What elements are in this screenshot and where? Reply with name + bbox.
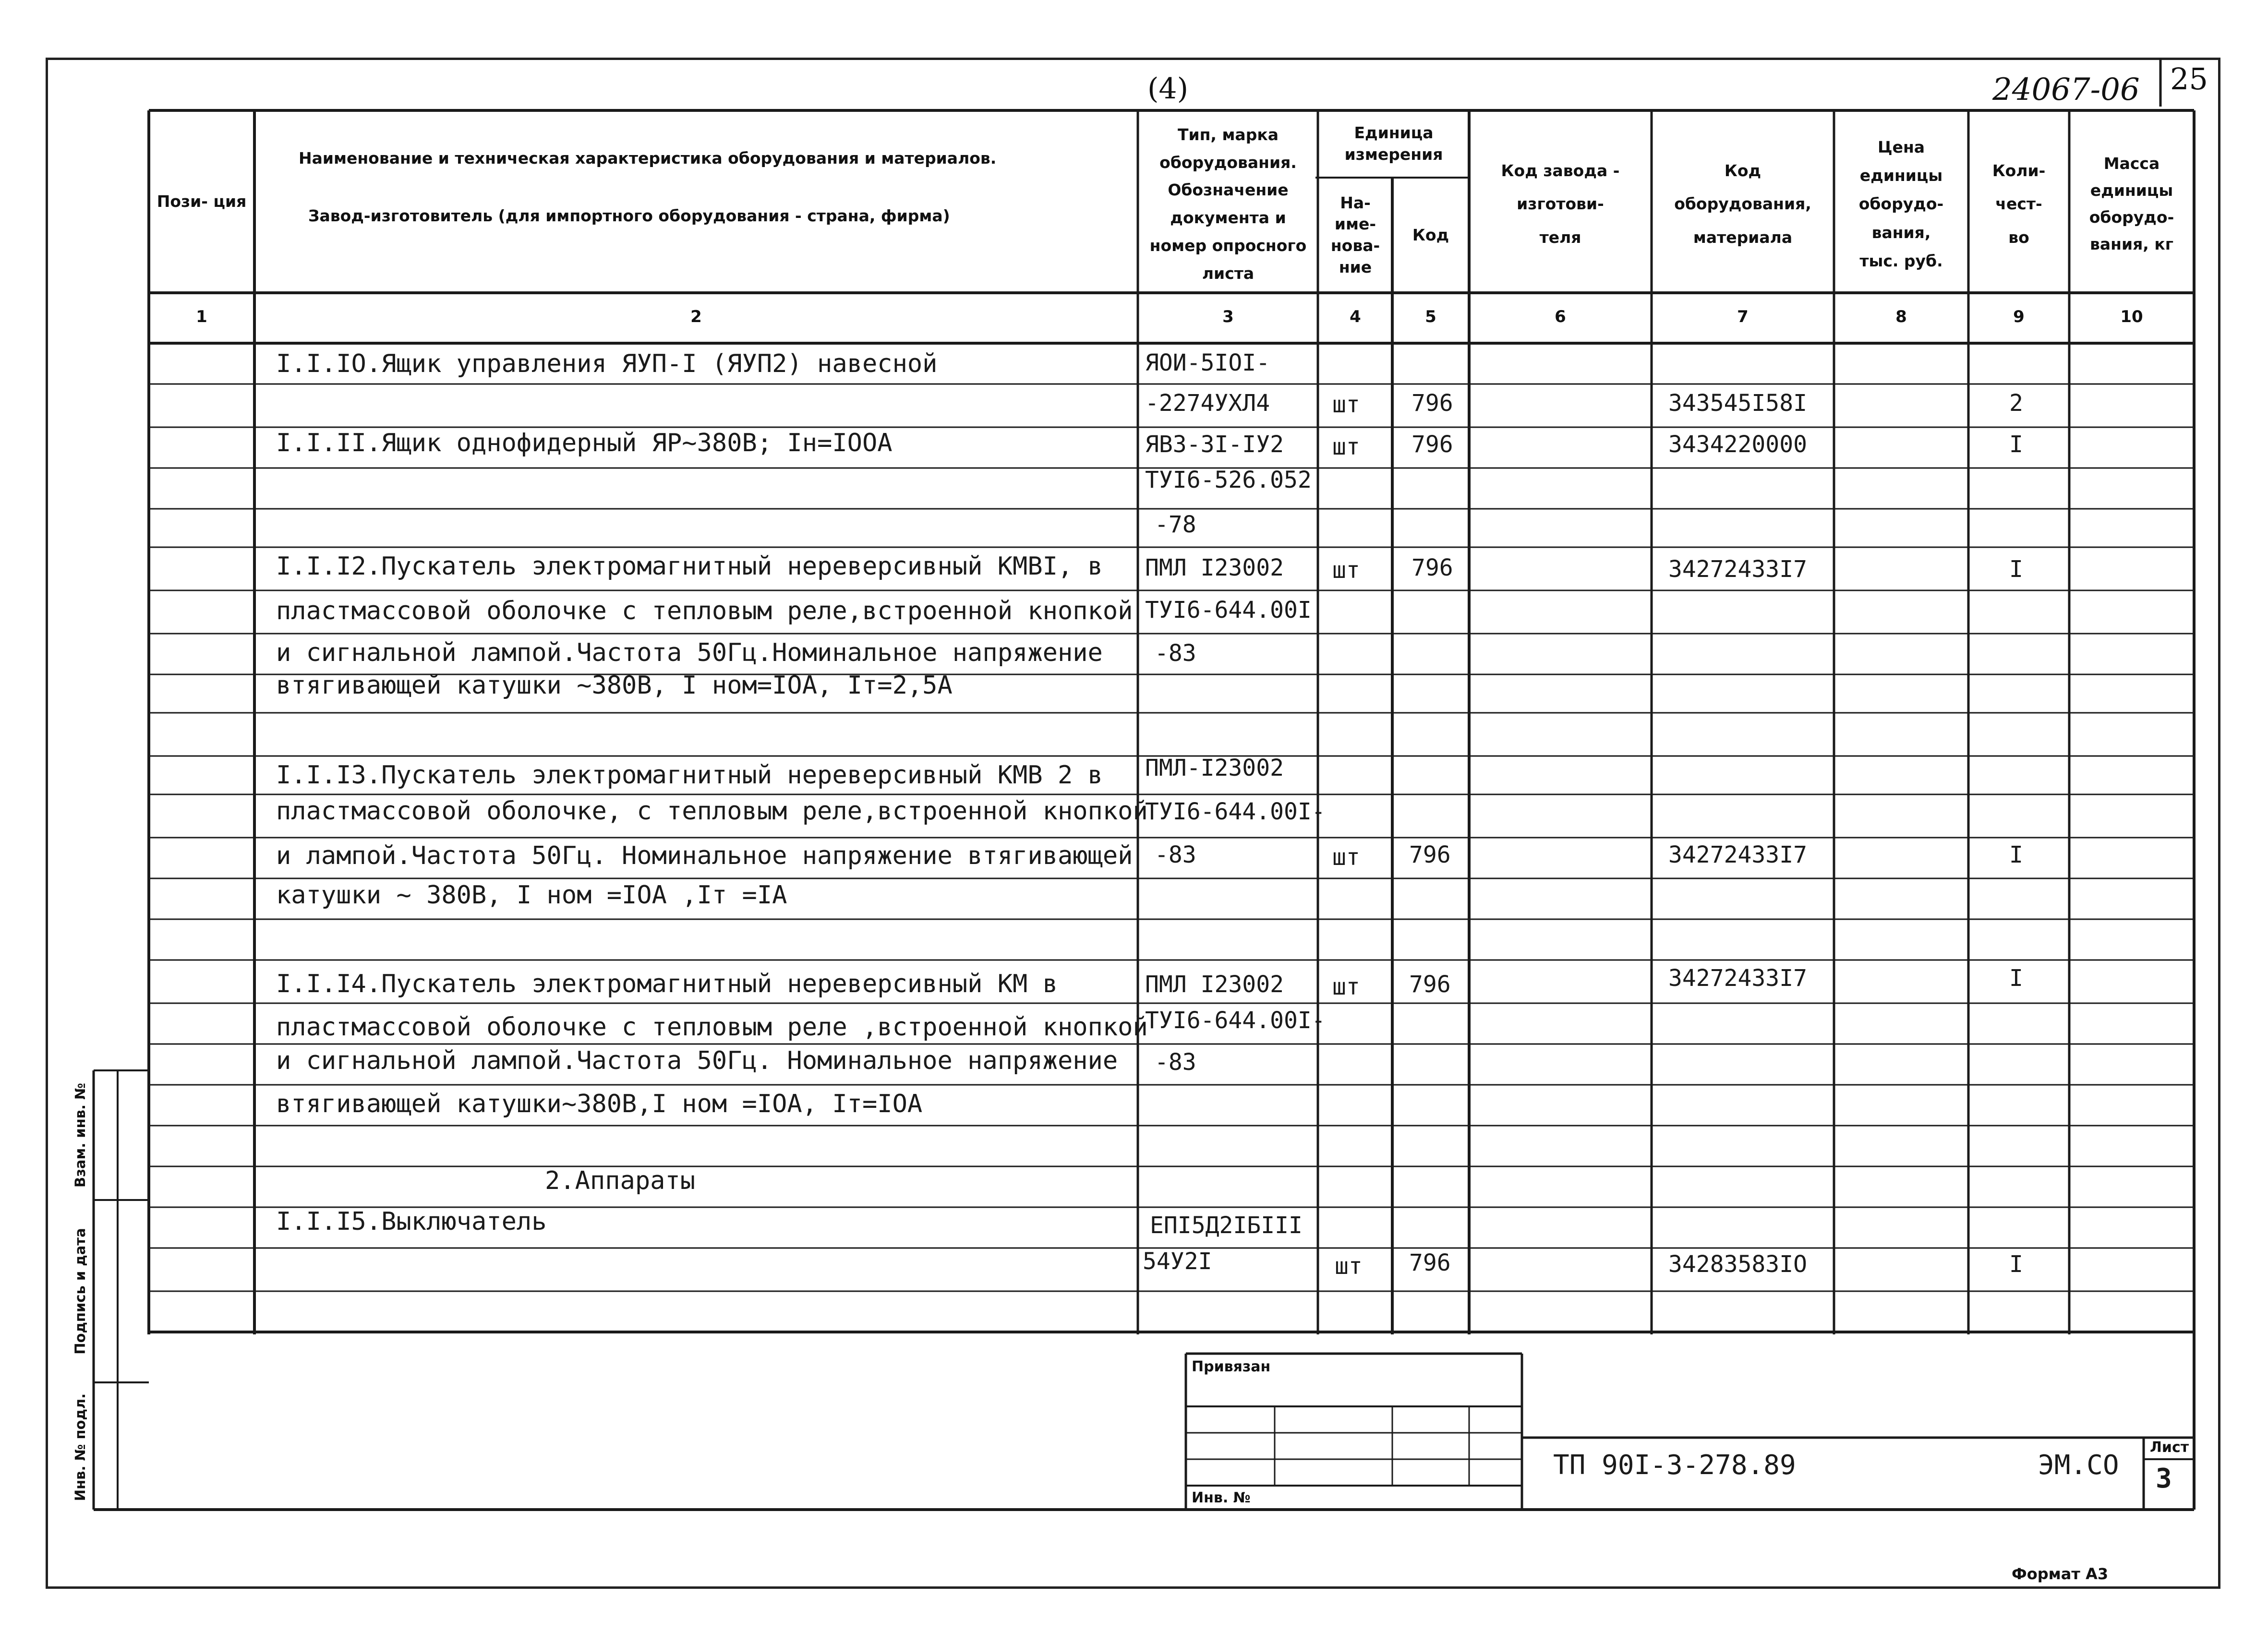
row-19-code: 34283583IO xyxy=(1668,1251,1807,1278)
row-9-type: ПМЛ-I23002 xyxy=(1145,755,1284,781)
row-6-name: пластмассовой оболочке с тепловым реле,встроенной кнопкой xyxy=(276,597,1133,625)
header-mass: Масса единицы оборудо- вания, кг xyxy=(2089,154,2174,254)
col-number-2: 2 xyxy=(690,307,702,326)
section-heading-apparatus: 2.Аппараты xyxy=(545,1166,696,1195)
row-15-type: -83 xyxy=(1155,1049,1196,1076)
row-19-unit: шт xyxy=(1335,1253,1363,1280)
side-label-replace-inv: Взам. инв. № xyxy=(72,1082,88,1188)
stamp-bound-label: Привязан xyxy=(1192,1358,1271,1375)
col-number-7: 7 xyxy=(1737,307,1749,326)
row-2-name: I.I.II.Ящик однофидерный ЯР~380В; Iн=IOOA xyxy=(276,429,893,457)
row-1-code: 343545I58I xyxy=(1668,390,1807,417)
col-number-8: 8 xyxy=(1895,307,1907,326)
side-label-sign-date: Подпись и дата xyxy=(72,1228,88,1355)
col-number-9: 9 xyxy=(2013,307,2025,326)
col-number-3: 3 xyxy=(1222,307,1234,326)
row-13-quantity: I xyxy=(2009,965,2023,992)
row-16-name: втягивающей катушки~380В,I ном =IOA, Iт=IOA xyxy=(276,1090,923,1118)
row-5-name: I.I.I2.Пускатель электромагнитный нереверсивный КМВI, в xyxy=(276,552,1103,581)
row-10-type: ТУI6-644.00I- xyxy=(1145,798,1326,825)
row-1-type: -2274УХЛ4 xyxy=(1145,390,1270,417)
row-5-unit-code: 796 xyxy=(1411,554,1453,581)
row-7-type: -83 xyxy=(1155,640,1196,667)
page-number: 25 xyxy=(2170,61,2208,96)
row-11-unit-code: 796 xyxy=(1409,841,1451,868)
row-4-type: -78 xyxy=(1155,511,1196,538)
row-14-name: пластмассовой оболочке с тепловым реле ,встроенной кнопкой xyxy=(276,1013,1148,1042)
header-type: Тип, марка оборудования. Обозначение документа и номер опросного листа xyxy=(1149,125,1307,283)
row-8-name: втягивающей катушки ~380В, I ном=IOA, Iт=2,5А xyxy=(276,671,953,700)
header-quantity: Коли- чест- во xyxy=(1992,161,2046,247)
row-9-name: I.I.I3.Пускатель электромагнитный нереверсивный КМВ 2 в xyxy=(276,761,1103,790)
row-10-name: пластмассовой оболочке, с тепловым реле,встроенной кнопкой xyxy=(276,797,1148,826)
row-5-quantity: I xyxy=(2009,556,2023,583)
header-unit-code: Код xyxy=(1412,226,1449,245)
project-code: ТП 90I-3-278.89 xyxy=(1553,1450,1796,1481)
header-name-line1: Наименование и техническая характеристика оборудования и материалов. xyxy=(299,149,997,168)
row-1-quantity: 2 xyxy=(2009,390,2023,417)
row-11-quantity: I xyxy=(2009,841,2023,868)
header-unit-name: На- име- нова- ние xyxy=(1330,193,1380,276)
header-position: Пози- ция xyxy=(157,192,247,211)
col-number-6: 6 xyxy=(1555,307,1566,326)
row-2-type: ЯВЗ-3I-IУ2 xyxy=(1145,431,1284,458)
row-5-code: 34272433I7 xyxy=(1668,556,1807,583)
document-mark: ЭМ.СО xyxy=(2038,1450,2119,1481)
row-0-type: ЯОИ-5IOI- xyxy=(1145,349,1270,376)
row-15-name: и сигнальной лампой.Частота 50Гц. Номинальное напряжение xyxy=(276,1046,1118,1075)
row-13-unit-code: 796 xyxy=(1409,971,1451,998)
row-13-type: ПМЛ I23002 xyxy=(1145,971,1284,998)
sheet-label: Лист xyxy=(2150,1439,2189,1456)
row-19-unit-code: 796 xyxy=(1409,1249,1451,1276)
header-factory-code: Код завода - изготови- теля xyxy=(1501,161,1620,247)
row-5-unit: шт xyxy=(1332,557,1360,584)
row-11-unit: шт xyxy=(1332,844,1360,871)
format-label: Формат А3 xyxy=(2012,1565,2109,1583)
row-1-unit-code: 796 xyxy=(1411,390,1453,417)
row-1-unit: шт xyxy=(1332,391,1360,418)
sheet-mark: (4) xyxy=(1147,72,1188,106)
row-5-type: ПМЛ I23002 xyxy=(1145,554,1284,581)
row-18-type: ЕПI5Д2IБIII xyxy=(1150,1212,1303,1239)
col-number-10: 10 xyxy=(2120,307,2143,326)
row-13-code: 34272433I7 xyxy=(1668,965,1807,992)
row-19-quantity: I xyxy=(2009,1251,2023,1278)
header-unit-group: Единица измерения xyxy=(1344,123,1443,164)
col-number-4: 4 xyxy=(1350,307,1361,326)
row-11-name: и лампой.Частота 50Гц. Номинальное напряжение втягивающей xyxy=(276,841,1133,870)
stamp-inv-label: Инв. № xyxy=(1192,1489,1251,1506)
col-number-5: 5 xyxy=(1425,307,1436,326)
document-code: 24067-06 xyxy=(1992,72,2140,108)
row-2-unit-code: 796 xyxy=(1411,431,1453,458)
row-6-type: ТУI6-644.00I xyxy=(1145,597,1312,624)
row-11-code: 34272433I7 xyxy=(1668,841,1807,868)
row-11-type: -83 xyxy=(1155,841,1196,868)
row-13-name: I.I.I4.Пускатель электромагнитный нереверсивный КМ в xyxy=(276,970,1058,998)
header-name-line2: Завод-изготовитель (для импортного оборудования - страна, фирма) xyxy=(308,206,950,226)
row-12-name: катушки ~ 380В, I ном =IOA ,Iт =IA xyxy=(276,881,787,910)
row-13-unit: шт xyxy=(1332,973,1360,1000)
row-14-type: ТУI6-644.00I- xyxy=(1145,1007,1326,1034)
row-2-quantity: I xyxy=(2009,431,2023,458)
row-7-name: и сигнальной лампой.Частота 50Гц.Номинальное напряжение xyxy=(276,638,1103,667)
header-price: Цена единицы оборудо- вания, тыс. руб. xyxy=(1858,137,1944,271)
header-equipment-code: Код оборудования, материала xyxy=(1674,161,1811,247)
col-number-1: 1 xyxy=(196,307,207,326)
side-label-inv-original: Инв. № подл. xyxy=(72,1393,88,1501)
row-0-name: I.I.IO.Ящик управления ЯУП-I (ЯУП2) навесной xyxy=(276,349,938,378)
row-2-code: 3434220000 xyxy=(1668,431,1807,458)
row-2-unit: шт xyxy=(1332,433,1360,460)
row-18-name: I.I.I5.Выключатель xyxy=(276,1207,547,1236)
row-3-type: ТУI6-526.052 xyxy=(1145,467,1312,493)
sheet-number: 3 xyxy=(2156,1463,2172,1494)
row-19-type: 54У2I xyxy=(1143,1248,1212,1275)
